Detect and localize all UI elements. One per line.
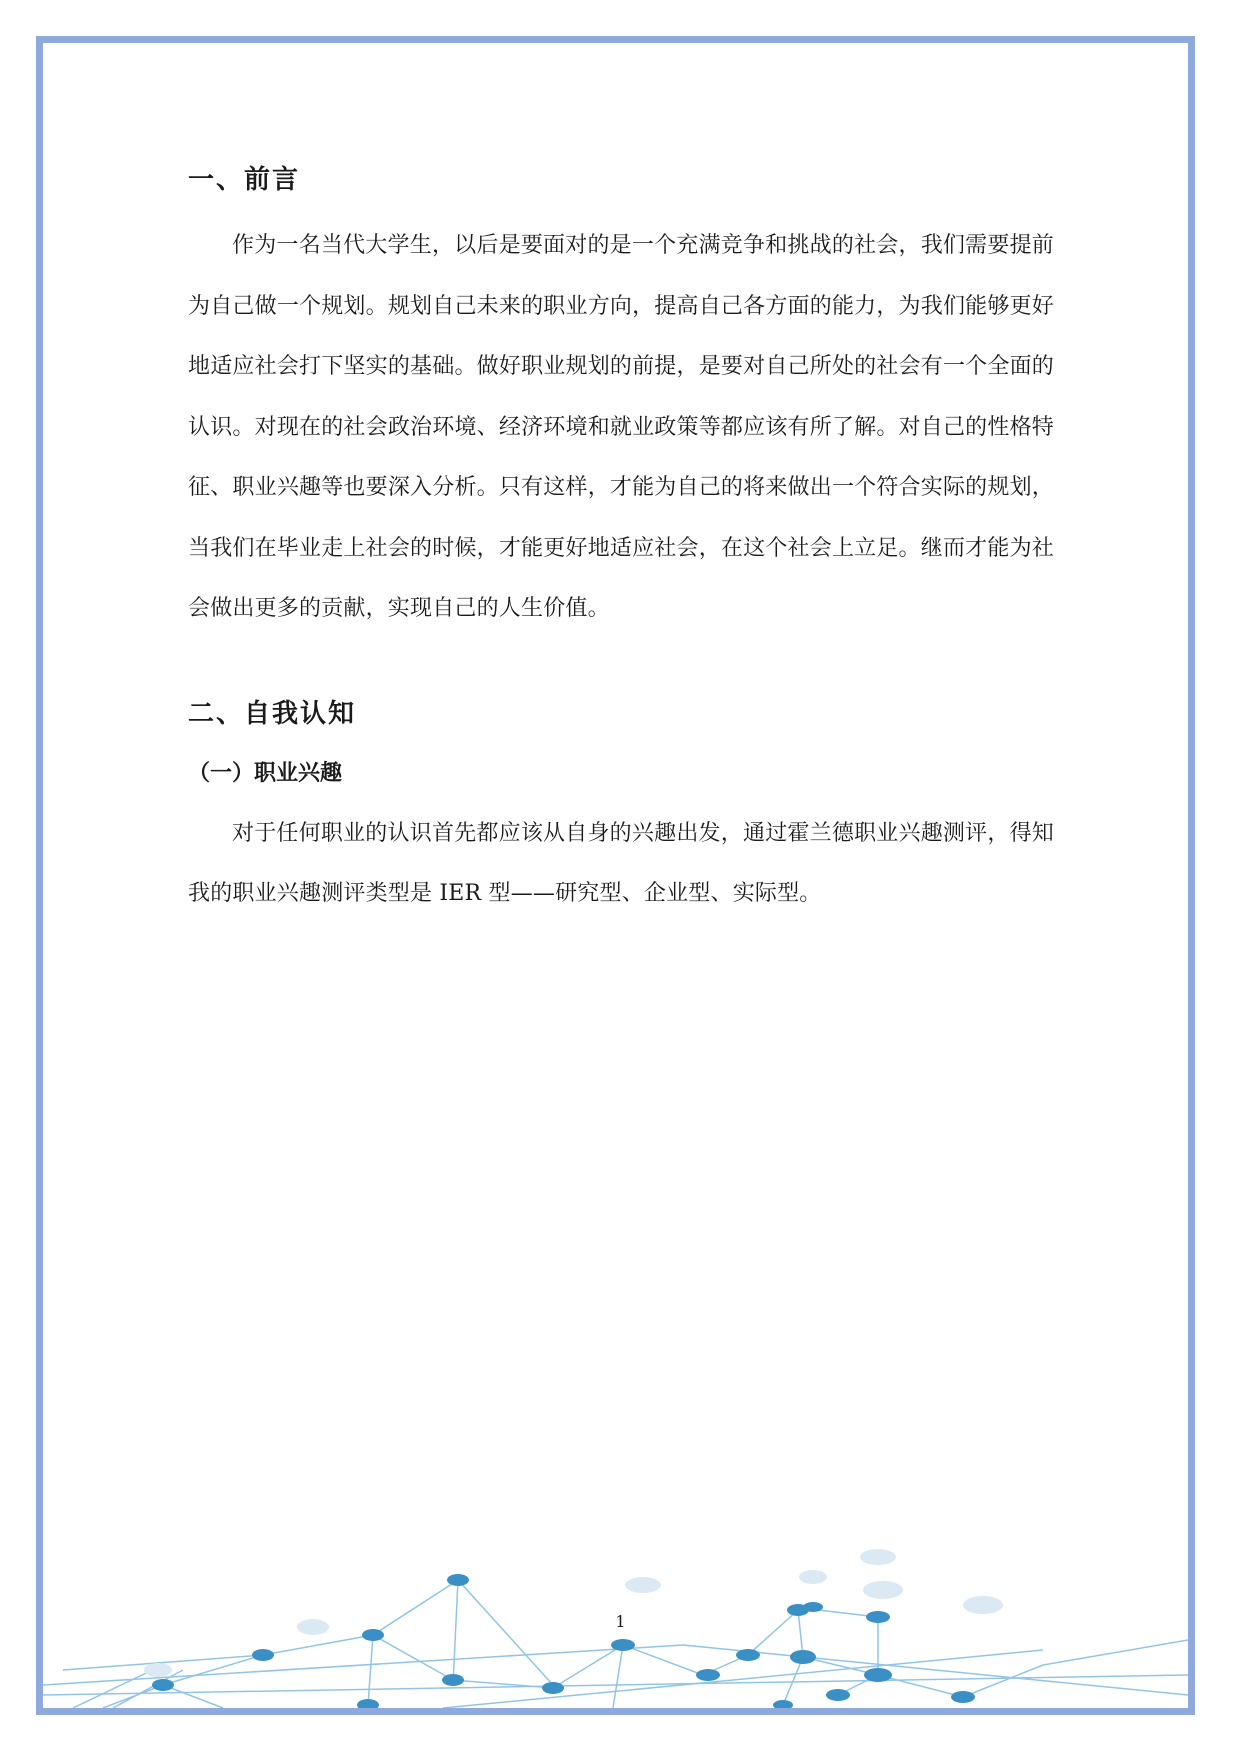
preface-paragraph: 作为一名当代大学生，以后是要面对的是一个充满竞争和挑战的社会，我们需要提前为自己做一个规划。规划自己未来的职业方向，提高自己各方面的能力，为我们能够更好地适应社会打下坚实的基础。做好职业规划的前提，是要对自己所处的社会有一个全面的认识。对现在的社会政治环境、经济环境和就业政策等都应该有所了解。对自己的性格特征、职业兴趣等也要深入分析。只有这样，才能为自己的将来做出一个符合实际的规划，当我们在毕业走上社会的时候，才能更好地适应社会，在这个社会上立足。继而才能为社会做出更多的贡献，实现自己的人生价值。: [188, 233, 1054, 621]
section-heading-preface: 一、前言: [188, 165, 301, 195]
section-heading-self-awareness: 二、自我认知: [188, 698, 357, 729]
subsection-heading-career-interest: （一）职业兴趣: [188, 760, 343, 786]
document-body: [188, 150, 1054, 925]
page-number: 1: [615, 1612, 626, 1631]
career-interest-paragraph: 对于任何职业的认识首先都应该从自身的兴趣出发，通过霍兰德职业兴趣测评，得知我的职业兴趣测评类型是 IER 型——研究型、企业型、实际型。: [188, 820, 1054, 906]
